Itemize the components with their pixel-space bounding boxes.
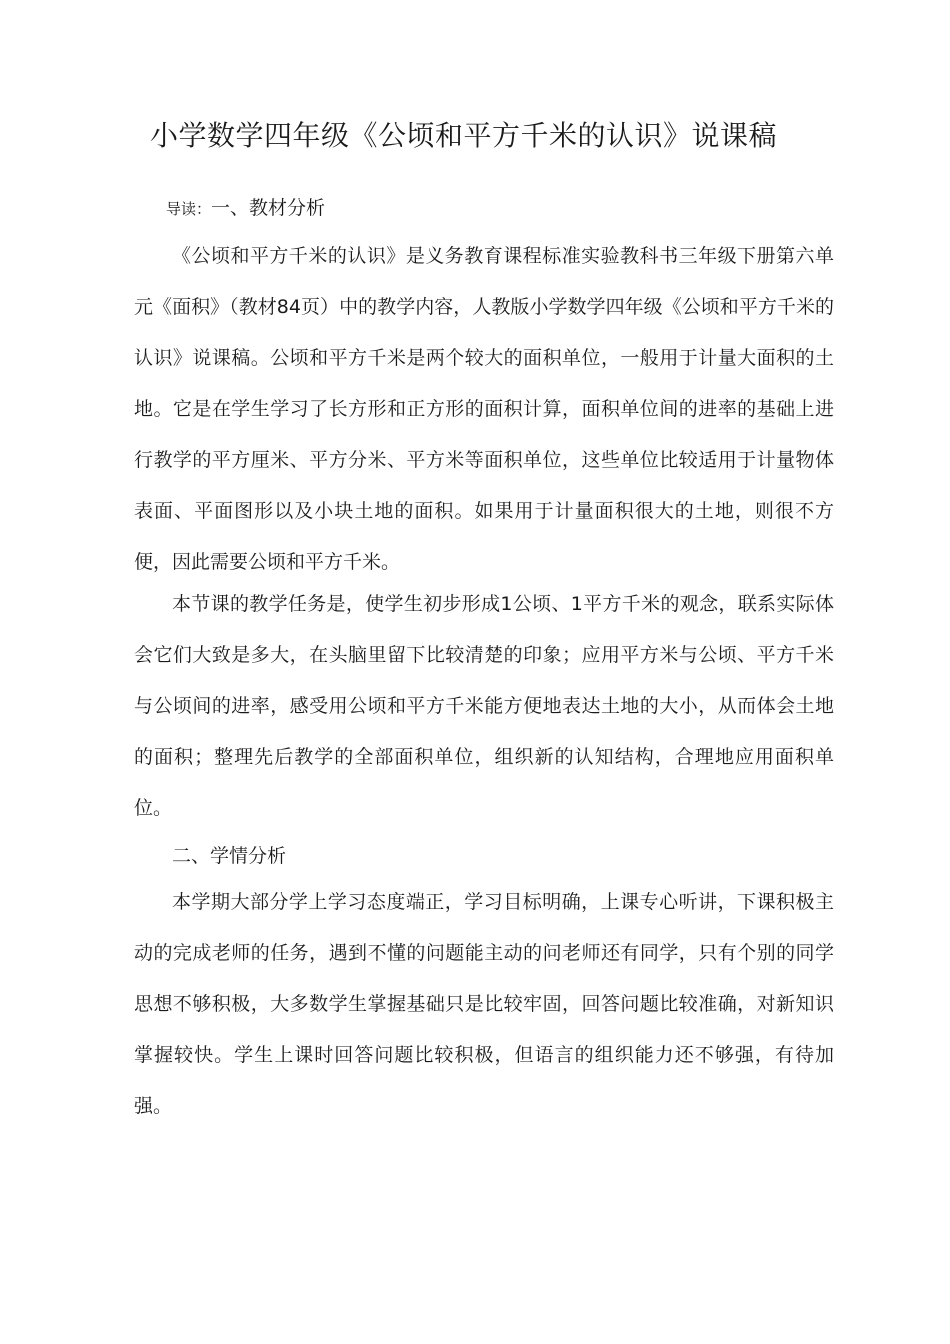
lead-line	[166, 193, 325, 224]
lead-prefix: 导读：	[166, 200, 212, 218]
paragraph-student-analysis: 本学期大部分学上学习态度端正，学习目标明确，上课专心听讲，下课积极主动的完成老师的任务，遇到不懂的问题能主动的问老师还有同学，只有个别的同学思想不够积极，大多数学生掌握基础只是比较牢固，回答问题比较准确，对新知识掌握较快。学生上课时回答问题比较积极，但语言的组织能力还不够强，有待加强。	[134, 891, 834, 1117]
document-title: 小学数学四年级《公顷和平方千米的认识》说课稿	[150, 119, 778, 152]
paragraph-teaching-tasks: 本节课的教学任务是，使学生初步形成1公顷、1平方千米的观念，联系实际体会它们大致是多大，在头脑里留下比较清楚的印象；应用平方米与公顷、平方千米与公顷间的进率，感受用公顷和平方千米能方便地表达土地的大小，从而体会土地的面积；整理先后教学的全部面积单位，组织新的认知结构，合理地应用面积单位。	[134, 593, 834, 819]
section-heading-student-analysis: 二、学情分析	[172, 845, 287, 867]
paragraph-materials-analysis: 《公顷和平方千米的认识》是义务教育课程标准实验教科书三年级下册第六单元《面积》（教材84页）中的教学内容，人教版小学数学四年级《公顷和平方千米的认识》说课稿。公顷和平方千米是两个较大的面积单位，一般用于计量大面积的土地。它是在学生学习了长方形和正方形的面积计算，面积单位间的进率的基础上进行教学的平方厘米、平方分米、平方米等面积单位，这些单位比较适用于计量物体表面、平面图形以及小块土地的面积。如果用于计量面积很大的土地，则很不方便，因此需要公顷和平方千米。	[134, 245, 834, 573]
section-heading-materials: 一、教材分析	[211, 197, 326, 219]
